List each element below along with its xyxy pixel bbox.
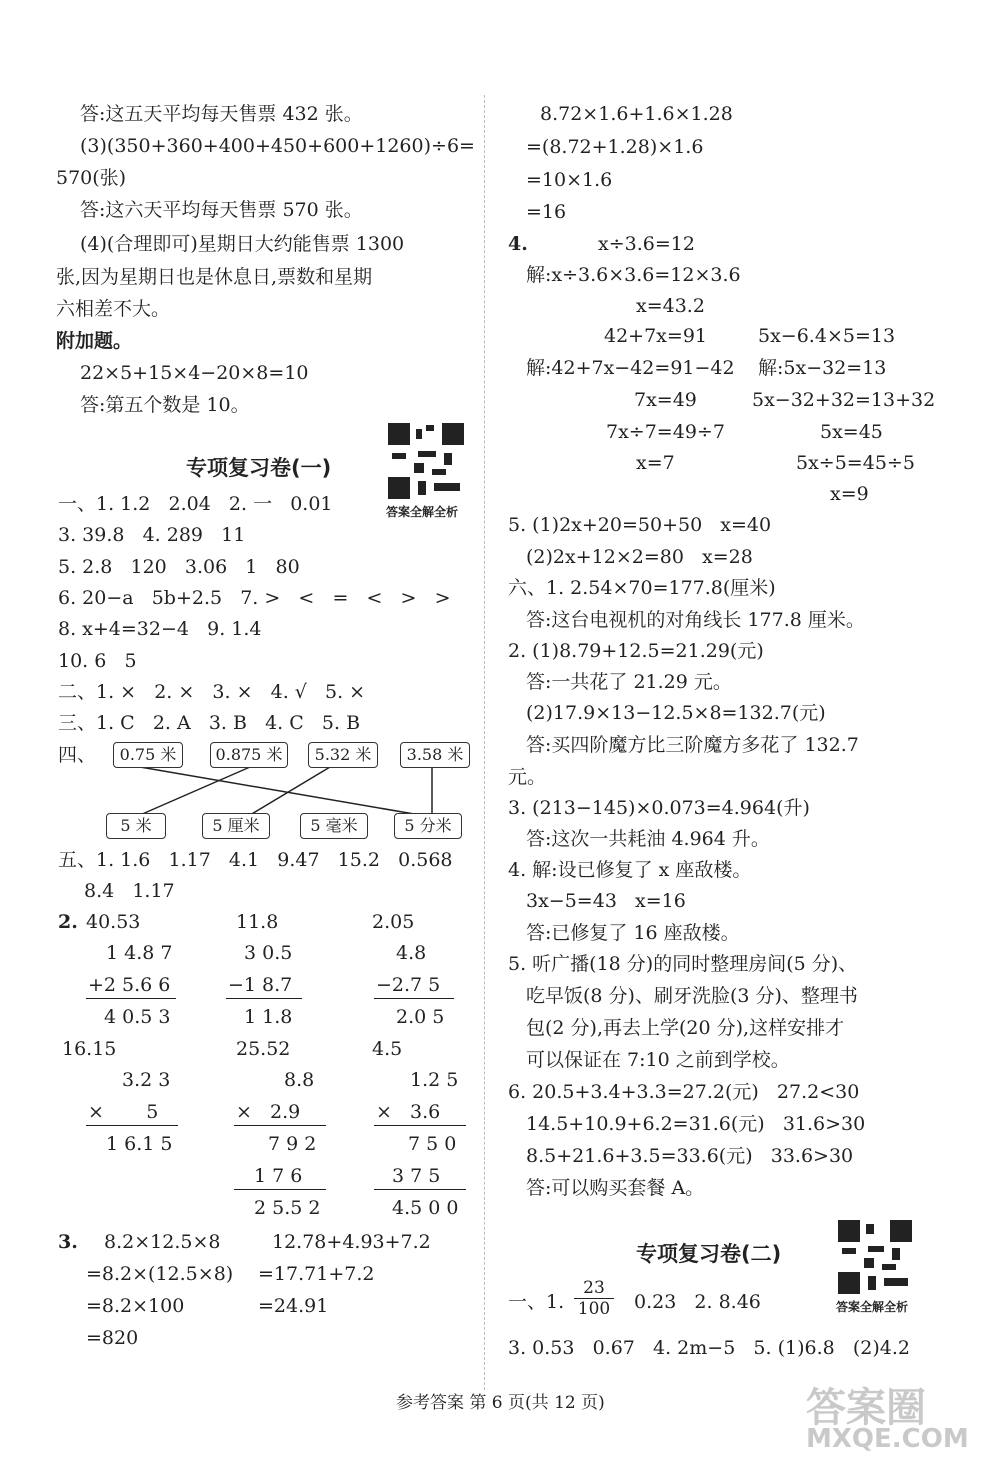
equation-step: 5x−32+32=13+32 (752, 389, 936, 411)
answer-line: (2)2x+12×2=80 x=28 (526, 546, 753, 568)
vertical-calc-rule (234, 1189, 326, 1190)
match-box-bottom: 5 毫米 (300, 813, 368, 839)
fraction-numerator: 23 (583, 1278, 605, 1298)
answer-line: 一、1. 1.2 2.04 2. 一 0.01 (58, 493, 333, 515)
equation-step: 7x÷7=49÷7 (606, 421, 725, 443)
extra-question-title: 附加题。 (56, 330, 133, 352)
vertical-calc-rule (374, 1189, 466, 1190)
answer-line: 答:第五个数是 10。 (80, 394, 250, 416)
vertical-calc-rule (234, 1125, 326, 1126)
equation-step: 解:x÷3.6×3.6=12×3.6 (526, 264, 741, 286)
vertical-calc-row: 7 9 2 (268, 1133, 317, 1155)
calc-step: =17.71+7.2 (258, 1263, 375, 1285)
answer-line: 可以保证在 7:10 之前到学校。 (526, 1049, 790, 1071)
answer-line: 元。 (508, 766, 547, 788)
vertical-result: 40.53 (86, 911, 141, 933)
answer-line: 答:这六天平均每天售票 570 张。 (80, 199, 363, 221)
answer-line: 0.23 2. 8.46 (634, 1291, 761, 1313)
equation-step: 5x−6.4×5=13 (758, 325, 896, 347)
answer-line: (4)(合理即可)星期日大约能售票 1300 (80, 233, 405, 255)
answer-line: 三、1. C 2. A 3. B 4. C 5. B (58, 712, 361, 734)
watermark-url: MXQE.COM (806, 1424, 969, 1454)
answer-line: 答:一共花了 21.29 元。 (526, 671, 732, 693)
vertical-calc-rule (374, 1125, 466, 1126)
match-box-bottom: 5 厘米 (202, 813, 270, 839)
vertical-calc-row: 1.2 5 (410, 1069, 459, 1091)
answer-line: 答:已修复了 16 座敌楼。 (526, 922, 740, 944)
vertical-result: 16.15 (62, 1038, 117, 1060)
equation-step: x=43.2 (636, 295, 705, 317)
answer-line: 10. 6 5 (58, 650, 137, 672)
answer-line: 包(2 分),再去上学(20 分),这样安排才 (526, 1017, 845, 1039)
equation-step: x=9 (830, 483, 869, 505)
vertical-calc-row: 3.2 3 (122, 1069, 171, 1091)
answer-line: 六、1. 2.54×70=177.8(厘米) (508, 577, 776, 599)
watermark-logo: 答案圈 (806, 1385, 926, 1431)
answer-line: 8. x+4=32−4 9. 1.4 (58, 618, 262, 640)
section-label: 四、 (58, 744, 97, 766)
vertical-calc-row: 3 7 5 (392, 1165, 441, 1187)
equation-step: 7x=49 (634, 389, 697, 411)
equation-step: 42+7x=91 (604, 325, 707, 347)
equation-step: x=7 (636, 452, 675, 474)
calc-step: =8.2×100 (86, 1295, 185, 1317)
answer-line: 3. 0.53 0.67 4. 2m−5 5. (1)6.8 (2)4.2 (508, 1337, 910, 1359)
answer-line: 一、1. (508, 1291, 565, 1313)
answer-line: (3)(350+360+400+450+600+1260)÷6= (80, 135, 475, 157)
answer-line: 2. (1)8.79+12.5=21.29(元) (508, 640, 764, 662)
section-title: 专项复习卷(一) (186, 456, 332, 480)
calc-step: =8.2×(12.5×8) (86, 1263, 234, 1285)
calc-step: =(8.72+1.28)×1.6 (526, 136, 704, 158)
qr-caption: 答案全解全析 (836, 1300, 909, 1314)
equation-step: 解:42+7x−42=91−42 (526, 357, 735, 379)
fraction (574, 1278, 614, 1319)
answer-line: (2)17.9×13−12.5×8=132.7(元) (526, 702, 826, 724)
answer-line: 3. 39.8 4. 289 11 (58, 524, 246, 546)
section-title: 专项复习卷(二) (636, 1242, 782, 1266)
calc-step: =24.91 (258, 1295, 329, 1317)
answer-line: 5. 2.8 120 3.06 1 80 (58, 556, 300, 578)
match-box-bottom: 5 分米 (394, 813, 462, 839)
question-number: 2. (58, 911, 78, 933)
vertical-result: 11.8 (236, 911, 279, 933)
vertical-calc-row: 3 0.5 (244, 942, 293, 964)
answer-line: 张,因为星期日也是休息日,票数和星期 (56, 266, 373, 288)
match-box-top: 0.875 米 (210, 742, 288, 768)
calc-step: 8.72×1.6+1.6×1.28 (540, 103, 733, 125)
match-box-top: 5.32 米 (308, 742, 378, 768)
fraction-denominator: 100 (574, 1298, 614, 1319)
answer-line: 5. (1)2x+20=50+50 x=40 (508, 514, 772, 536)
vertical-calc-row: × 5 (88, 1101, 159, 1123)
equation-step: 解:5x−32=13 (758, 357, 887, 379)
answer-line: 答:这次一共耗油 4.964 升。 (526, 828, 770, 850)
vertical-calc-row: 2 5.5 2 (254, 1197, 321, 1219)
match-box-top: 0.75 米 (113, 742, 183, 768)
question-number: 4. (508, 233, 528, 255)
answer-line: 6. 20.5+3.4+3.3=27.2(元) 27.2<30 (508, 1081, 860, 1103)
vertical-result: 2.05 (372, 911, 415, 933)
vertical-calc-row: 8.8 (284, 1069, 315, 1091)
answer-line: 4. 解:设已修复了 x 座敌楼。 (508, 859, 752, 881)
vertical-calc-row: +2 5.6 6 (88, 974, 171, 996)
vertical-calc-row: 2.0 5 (396, 1006, 445, 1028)
answer-line: 8.5+21.6+3.5=33.6(元) 33.6>30 (526, 1145, 854, 1167)
vertical-calc-row: × 2.9 (236, 1101, 301, 1123)
qr-code[interactable] (388, 423, 464, 499)
vertical-calc-rule (86, 1125, 178, 1126)
answer-line: 5. 听广播(18 分)的同时整理房间(5 分)、 (508, 953, 858, 975)
answer-line: 答:这五天平均每天售票 432 张。 (80, 103, 363, 125)
equation-step: 5x÷5=45÷5 (796, 452, 915, 474)
calc-step: 8.2×12.5×8 (104, 1231, 221, 1253)
qr-caption: 答案全解全析 (386, 505, 459, 519)
vertical-calc-row: 4 0.5 3 (104, 1006, 171, 1028)
vertical-calc-row: 1 7 6 (254, 1165, 303, 1187)
calc-step: =10×1.6 (526, 169, 613, 191)
calc-step: =820 (86, 1327, 139, 1349)
vertical-calc-row: 4.8 (396, 942, 427, 964)
answer-line: 14.5+10.9+6.2=31.6(元) 31.6>30 (526, 1113, 866, 1135)
vertical-calc-row: 4.5 0 0 (392, 1197, 459, 1219)
column-divider (484, 95, 486, 1390)
vertical-calc-row: × 3.6 (376, 1101, 441, 1123)
match-box-bottom: 5 米 (106, 813, 166, 839)
equation-step: 5x=45 (820, 421, 883, 443)
answer-line: 五、1. 1.6 1.17 4.1 9.47 15.2 0.568 (58, 849, 453, 871)
match-box-top: 3.58 米 (400, 742, 470, 768)
answer-line: 六相差不大。 (56, 298, 171, 320)
answer-line: 3. (213−145)×0.073=4.964(升) (508, 797, 810, 819)
vertical-result: 25.52 (236, 1038, 291, 1060)
calc-step: =16 (526, 201, 567, 223)
page-footer: 参考答案 第 6 页(共 12 页) (396, 1393, 605, 1413)
answer-line: 答:可以购买套餐 A。 (526, 1177, 705, 1199)
vertical-calc-row: 1 4.8 7 (106, 942, 173, 964)
vertical-calc-row: −1 8.7 (228, 974, 293, 996)
vertical-calc-row: −2.7 5 (376, 974, 441, 996)
answer-line: 3x−5=43 x=16 (526, 890, 686, 912)
answer-line: 570(张) (56, 167, 127, 189)
vertical-calc-row: 7 5 0 (408, 1133, 457, 1155)
answer-line: 22×5+15×4−20×8=10 (80, 362, 309, 384)
vertical-calc-row: 1 1.8 (244, 1006, 293, 1028)
answer-line: 吃早饭(8 分)、刷牙洗脸(3 分)、整理书 (526, 985, 858, 1007)
equation-step: x÷3.6=12 (598, 233, 695, 255)
vertical-result: 4.5 (372, 1038, 403, 1060)
vertical-calc-rule (86, 998, 176, 999)
answer-line: 二、1. × 2. × 3. × 4. √ 5. × (58, 681, 366, 703)
vertical-calc-row: 1 6.1 5 (106, 1133, 173, 1155)
answer-line: 6. 20−a 5b+2.5 7. > < = < > > (58, 587, 451, 609)
question-number: 3. (58, 1231, 78, 1253)
qr-code[interactable] (838, 1220, 912, 1294)
answer-line: 答:这台电视机的对角线长 177.8 厘米。 (526, 609, 865, 631)
answer-line: 答:买四阶魔方比三阶魔方多花了 132.7 (526, 734, 859, 756)
vertical-calc-rule (374, 998, 454, 999)
vertical-calc-rule (226, 998, 302, 999)
answer-line: 8.4 1.17 (84, 880, 175, 902)
calc-step: 12.78+4.93+7.2 (272, 1231, 431, 1253)
